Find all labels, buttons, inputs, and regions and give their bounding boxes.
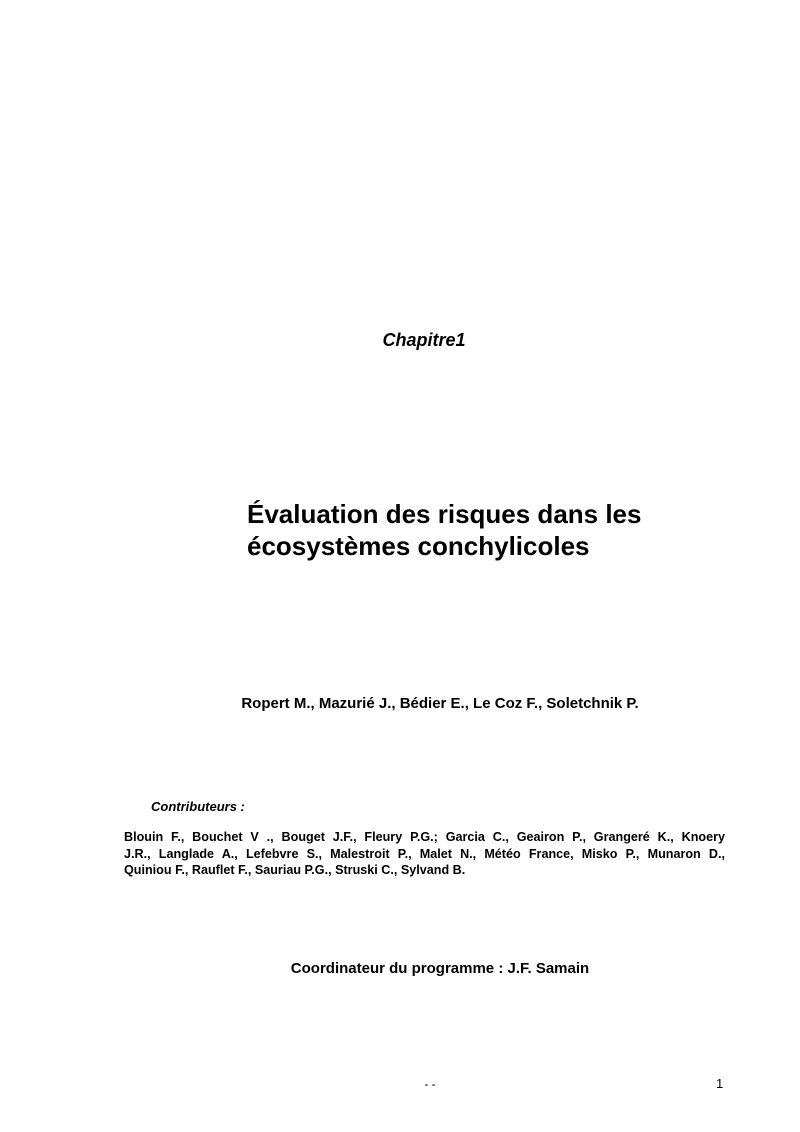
title-line-1: Évaluation des risques dans les <box>247 499 642 529</box>
chapter-label: Chapitre1 <box>382 330 466 350</box>
contributors-line-3: Quiniou F., Rauflet F., Sauriau P.G., Struski C., Sylvand B. <box>124 863 466 877</box>
contributors-list <box>124 829 725 879</box>
page-number: 1 <box>716 1076 724 1091</box>
authors-line: Ropert M., Mazurié J., Bédier E., Le Coz F., Soletchnik P. <box>241 695 639 712</box>
contributors-label: Contributeurs : <box>151 799 245 814</box>
contributors-line-2: J.R., Langlade A., Lefebvre S., Malestroit P., Malet N., Météo France, Misko P., Munaron D., <box>124 846 725 861</box>
contributors-line-1: Blouin F., Bouchet V ., Bouget J.F., Fleury P.G.; Garcia C., Geairon P., Grangeré K., Knoery <box>124 830 725 844</box>
title-line-2: écosystèmes conchylicoles <box>247 531 590 561</box>
document-title <box>247 498 767 562</box>
coordinator-line: Coordinateur du programme : J.F. Samain <box>290 960 590 977</box>
footer-center-text: - - <box>424 1077 436 1091</box>
